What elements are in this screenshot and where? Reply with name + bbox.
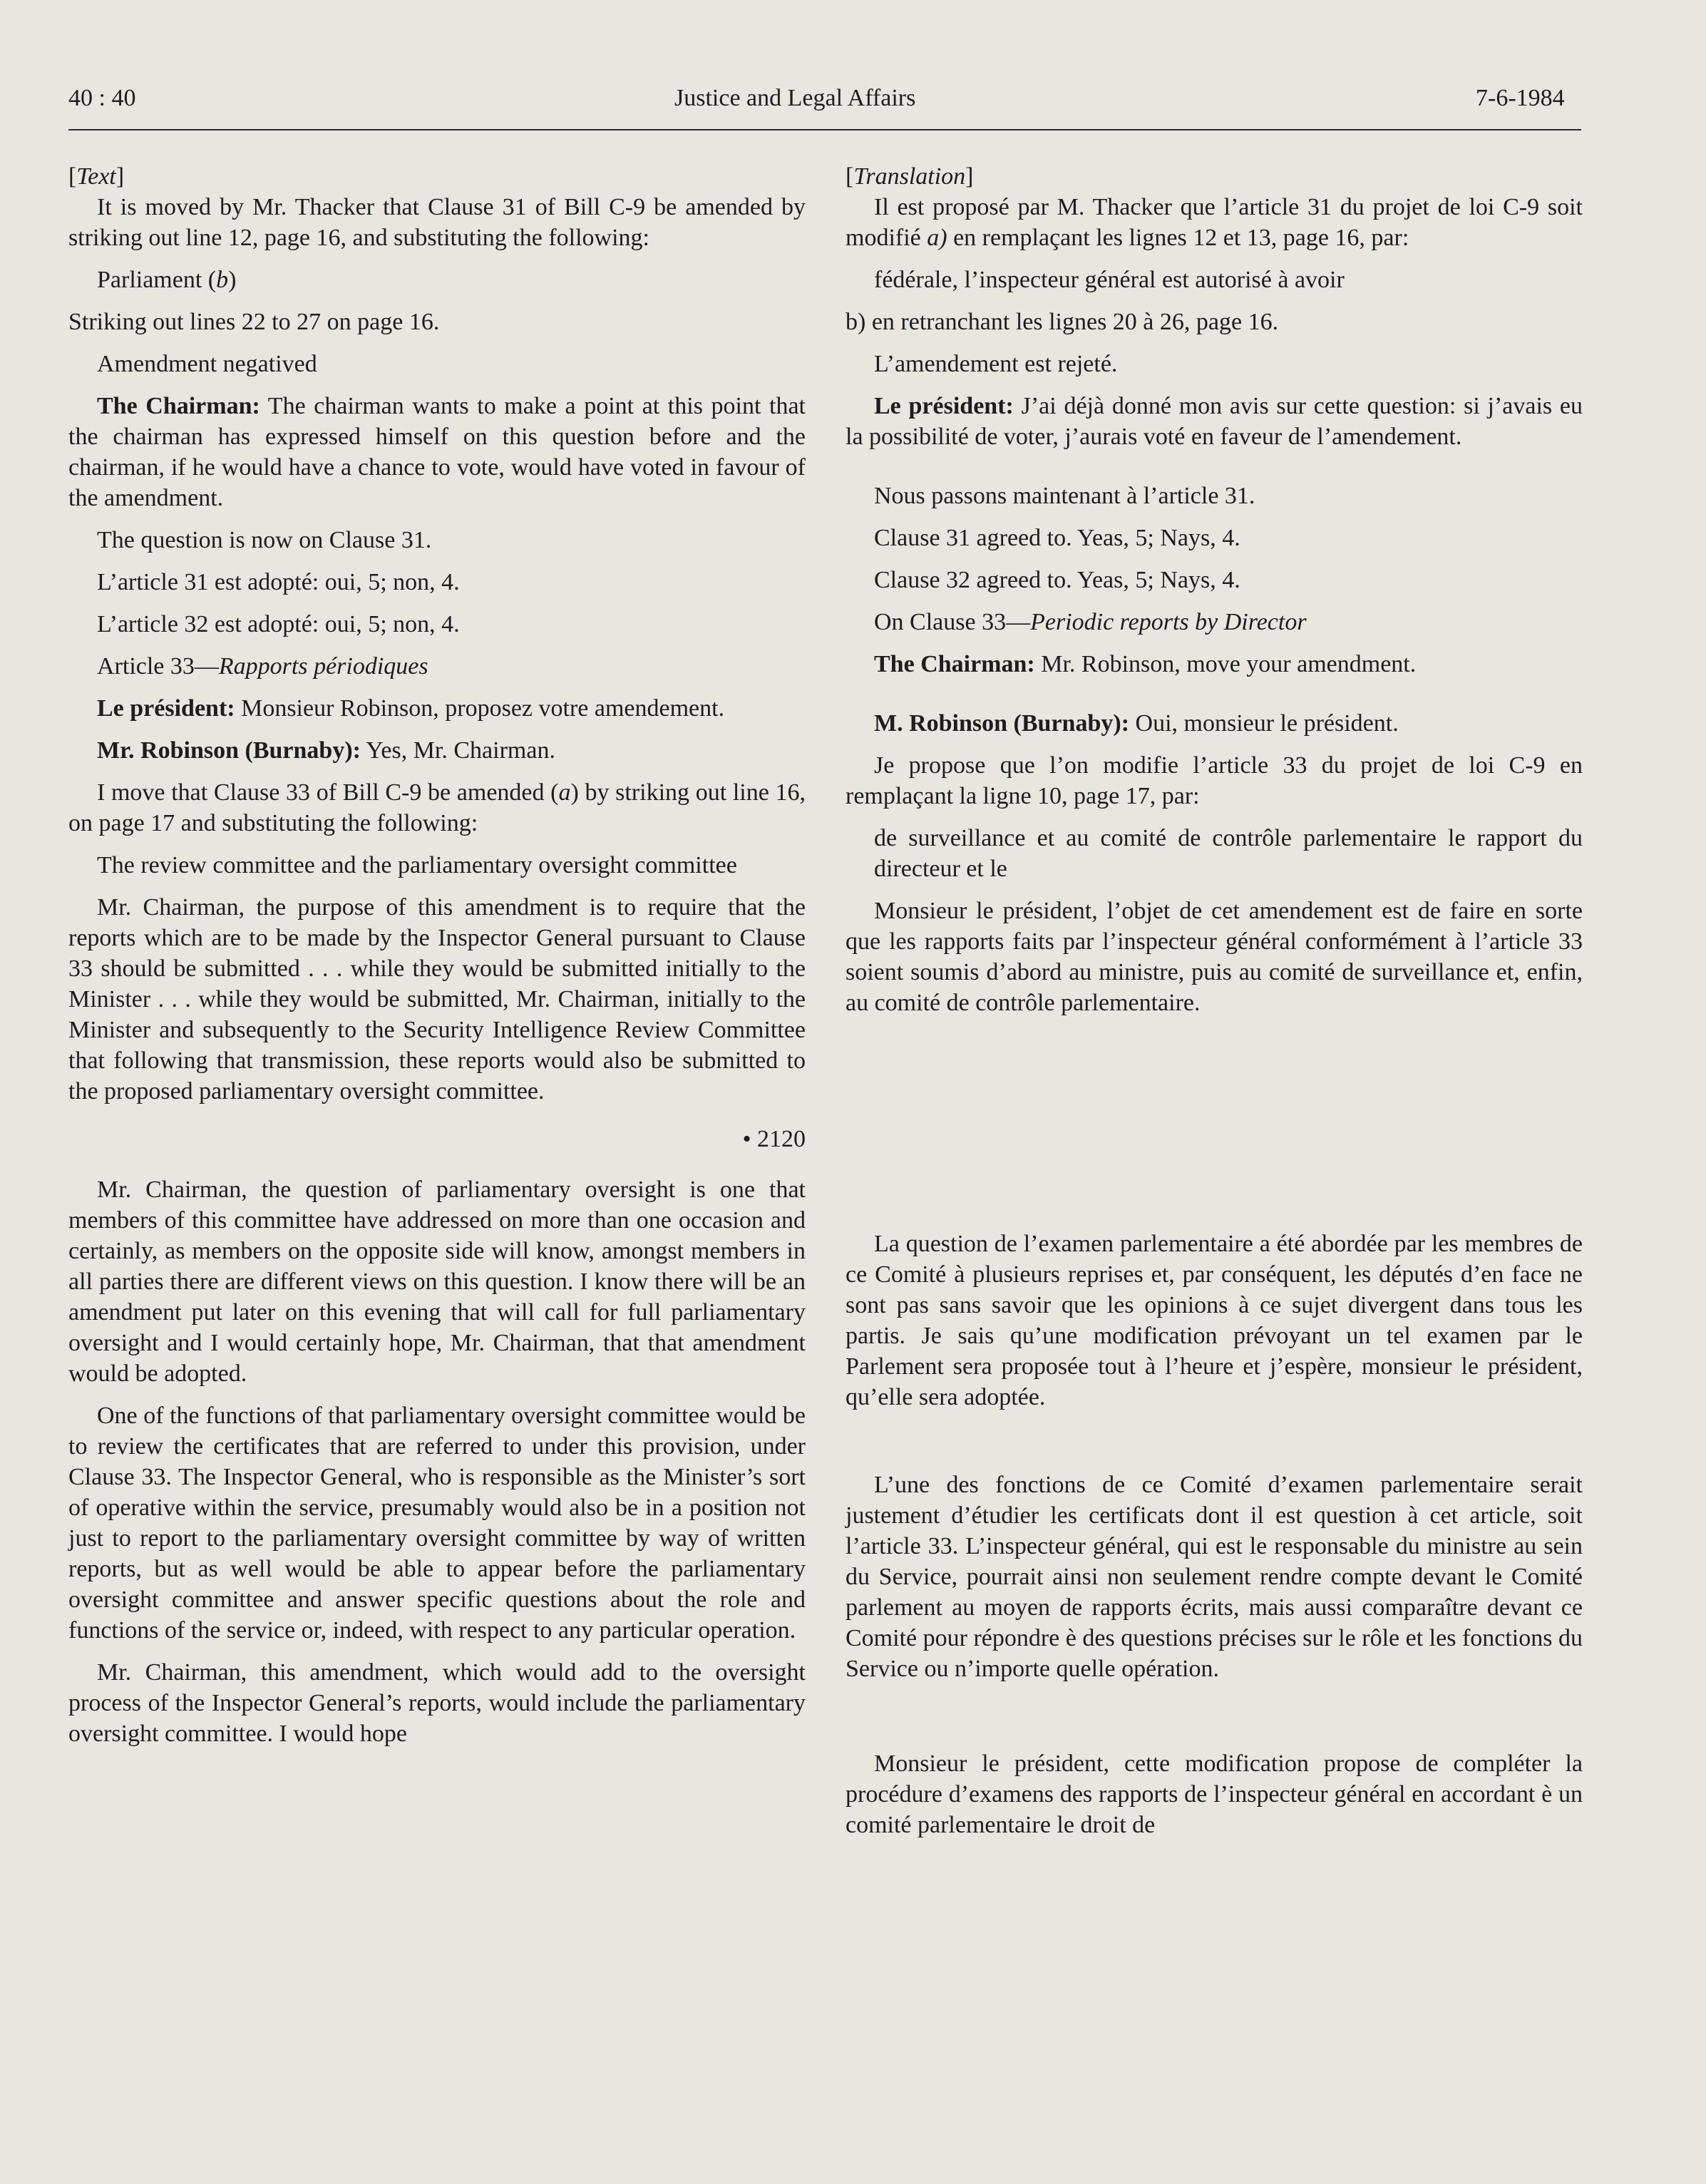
motion-paragraph: Je propose que l’on modifie l’article 33 du projet de loi C-9 en remplaçant la ligne 10, page 17, par:: [846, 752, 1583, 809]
result-paragraph: Amendment negatived: [97, 351, 317, 377]
running-title: Justice and Legal Affairs: [674, 85, 916, 111]
speech-paragraph: Mr. Chairman, the question of parliamentary oversight is one that members of this committee have addressed on more than one occasion and certainly, as members on the opposite side will know, amongst members in all parties there are different views on this question. I know there will be an amendment put later on this evening that will call for full parliamentary oversight and I would certainly hope, Mr. Chairman, that that amendment would be adopted.: [68, 1176, 806, 1387]
speech-paragraph: Mr. Robinson (Burnaby): Yes, Mr. Chairman.: [97, 737, 555, 764]
quoted-amendment: The review committee and the parliamentary oversight committee: [97, 852, 737, 878]
speech-paragraph: Le président: J’ai déjà donné mon avis sur cette question: si j’avais eu la possibilité de voter, j’aurais voté en faveur de l’amendement.: [846, 393, 1583, 450]
page-number: 40 : 40: [68, 85, 136, 111]
section-tag: [Text]: [68, 163, 125, 190]
motion-continuation: b) en retranchant les lignes 20 à 26, page 16.: [846, 309, 1279, 335]
speech-paragraph: The Chairman: Mr. Robinson, move your amendment.: [874, 651, 1417, 677]
speech-paragraph: Mr. Chairman, this amendment, which would add to the oversight process of the Inspector General’s reports, would include the parliamentary oversight committee. I would hope: [68, 1659, 806, 1747]
header-rule: [68, 129, 1581, 130]
quoted-amendment: de surveillance et au comité de contrôle parlementaire le rapport du directeur et le: [874, 825, 1583, 882]
procedure-paragraph: The question is now on Clause 31.: [97, 527, 432, 553]
speaker-name: Mr. Robinson (Burnaby):: [97, 737, 361, 764]
motion-paragraph: It is moved by Mr. Thacker that Clause 31 of Bill C-9 be amended by striking out line 12, page 16, and substituting the following:: [68, 194, 806, 251]
speech-paragraph: Mr. Chairman, the purpose of this amendment is to require that the reports which are to be made by the Inspector General pursuant to Clause 33 should be submitted . . . while they would be submitted initially to the Minister . . . while they would be submitted, Mr. Chairman, initially to the Minister and subsequently to the Security Intelligence Review Committee that following that transmission, these reports would also be submitted to the proposed parliamentary oversight committee.: [68, 894, 806, 1104]
speech-paragraph: Le président: Monsieur Robinson, proposez votre amendement.: [97, 695, 725, 722]
vote-paragraph: L’article 32 est adopté: oui, 5; non, 4.: [97, 611, 460, 637]
speaker-name: The Chairman:: [97, 393, 260, 419]
speech-paragraph: Monsieur le président, l’objet de cet amendement est de faire en sorte que les rapports faits par l’inspecteur général conformément à l’article 33 soient soumis d’abord au ministre, puis au comité de surveillance et, enfin, au comité de contrôle parlementaire.: [846, 898, 1583, 1016]
motion-paragraph: Il est proposé par M. Thacker que l’article 31 du projet de loi C-9 soit modifié a) en remplaçant les lignes 12 et 13, page 16, par:: [846, 194, 1583, 251]
page-date: 7-6-1984: [1476, 85, 1565, 111]
speaker-name: M. Robinson (Burnaby):: [874, 710, 1130, 737]
speech-paragraph: One of the functions of that parliamentary oversight committee would be to review the certificates that are referred to under this provision, under Clause 33. The Inspector General, who is responsible as the Minister’s sort of operative within the service, presumably would also be in a position not just to report to the parliamentary oversight committee by way of written reports, but as well would be able to appear before the parliamentary oversight committee and answer specific questions about the role and functions of the service or, indeed, with respect to any particular operation.: [68, 1403, 806, 1644]
time-marker: • 2120: [742, 1126, 806, 1152]
speech-paragraph: Monsieur le président, cette modification propose de compléter la procédure d’examens des rapports de l’inspecteur général en accordant è un comité parlementaire le droit de: [846, 1750, 1583, 1838]
quoted-amendment: Parliament (b): [97, 267, 237, 293]
section-tag: [Translation]: [846, 163, 974, 190]
procedure-paragraph: Nous passons maintenant à l’article 31.: [874, 483, 1255, 509]
clause-heading: On Clause 33—Periodic reports by Director: [874, 609, 1307, 635]
result-paragraph: L’amendement est rejeté.: [874, 351, 1118, 377]
english-column: [68, 161, 806, 1749]
clause-heading: Article 33—Rapports périodiques: [97, 653, 428, 680]
speech-paragraph: L’une des fonctions de ce Comité d’examen parlementaire serait justement d’étudier les certificats dont il est question à cet article, soit l’article 33. L’inspecteur général, qui est le responsable du ministre au sein du Service, pourrait ainsi non seulement rendre compte devant le Comité parlement au moyen de rapports écrits, mais aussi comparaître devant ce Comité pour répondre è des questions précises sur le rôle et les fonctions du Service ou n’importe quelle opération.: [846, 1472, 1583, 1682]
vote-paragraph: Clause 32 agreed to. Yeas, 5; Nays, 4.: [874, 567, 1240, 593]
vote-paragraph: Clause 31 agreed to. Yeas, 5; Nays, 4.: [874, 525, 1240, 551]
french-column: [846, 161, 1583, 1840]
vote-paragraph: L’article 31 est adopté: oui, 5; non, 4.: [97, 569, 460, 595]
quoted-amendment: fédérale, l’inspecteur général est autorisé à avoir: [874, 267, 1345, 293]
speaker-name: Le président:: [874, 393, 1014, 419]
speech-paragraph: M. Robinson (Burnaby): Oui, monsieur le président.: [874, 710, 1399, 737]
speech-paragraph: La question de l’examen parlementaire a été abordée par les membres de ce Comité à plusieurs reprises et, par conséquent, les députés d’en face ne sont pas sans savoir que les opinions à ce sujet divergent dans tous les partis. Je sais qu’une modification prévoyant un tel examen par le Parlement sera proposée tout à l’heure et j’espère, monsieur le président, qu’elle sera adoptée.: [846, 1231, 1583, 1410]
speech-paragraph: The Chairman: The chairman wants to make a point at this point that the chairman has expressed himself on this question before and the chairman, if he would have a chance to vote, would have voted in favour of the amendment.: [68, 393, 806, 511]
motion-continuation: Striking out lines 22 to 27 on page 16.: [68, 309, 440, 335]
motion-paragraph: I move that Clause 33 of Bill C-9 be amended (a) by striking out line 16, on page 17 and substituting the following:: [68, 779, 806, 836]
speaker-name: The Chairman:: [874, 651, 1035, 677]
speaker-name: Le président:: [97, 695, 235, 722]
